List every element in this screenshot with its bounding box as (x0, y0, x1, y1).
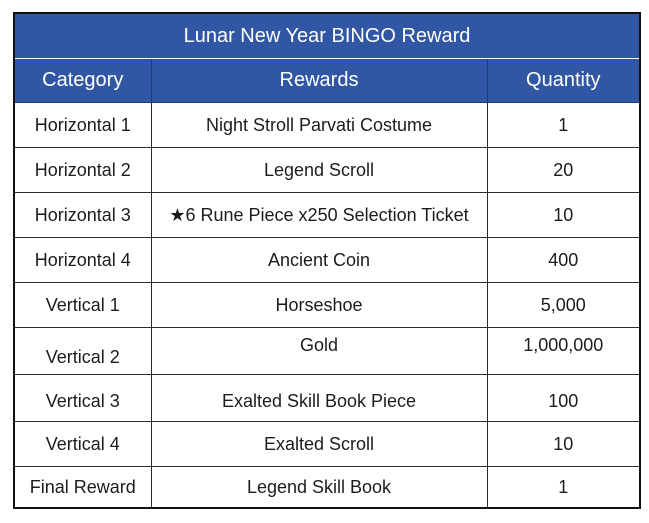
table-row (14, 328, 640, 375)
row-category (14, 328, 151, 375)
table-row (14, 238, 640, 283)
row-quantity: 400 (487, 238, 640, 283)
table-row (14, 467, 640, 509)
table-header-row (14, 59, 640, 103)
table-row (14, 422, 640, 467)
header-rewards: Rewards (151, 59, 487, 103)
row-category (14, 375, 151, 422)
row-category-text: Vertical 3 (45, 390, 120, 411)
row-quantity: 5,000 (487, 283, 640, 328)
table-row (14, 148, 640, 193)
row-reward: Legend Skill Book (151, 467, 487, 509)
row-reward (151, 328, 487, 375)
table-row (14, 283, 640, 328)
row-reward-text: Gold (299, 334, 339, 355)
row-category: Vertical 1 (14, 283, 151, 328)
row-reward: Legend Scroll (151, 148, 487, 193)
row-reward: Night Stroll Parvati Costume (151, 103, 487, 148)
row-reward: Horseshoe (151, 283, 487, 328)
table-title: Lunar New Year BINGO Reward (14, 13, 640, 59)
table-title-row (14, 13, 640, 59)
row-reward (151, 375, 487, 422)
row-quantity-text: 100 (548, 390, 579, 411)
row-quantity-text: 1,000,000 (523, 334, 604, 355)
row-category: Final Reward (14, 467, 151, 509)
row-quantity: 10 (487, 193, 640, 238)
row-category-text: Vertical 2 (45, 346, 120, 367)
table-row (14, 193, 640, 238)
row-quantity: 10 (487, 422, 640, 467)
row-quantity (487, 375, 640, 422)
row-reward: Ancient Coin (151, 238, 487, 283)
row-reward: Exalted Scroll (151, 422, 487, 467)
header-category: Category (14, 59, 151, 103)
bingo-reward-table (13, 12, 641, 509)
row-category: Horizontal 4 (14, 238, 151, 283)
row-reward-text: Exalted Skill Book Piece (221, 390, 417, 411)
row-category: Vertical 4 (14, 422, 151, 467)
header-quantity: Quantity (487, 59, 640, 103)
row-category: Horizontal 3 (14, 193, 151, 238)
table-row (14, 103, 640, 148)
row-quantity (487, 328, 640, 375)
row-reward: ★6 Rune Piece x250 Selection Ticket (151, 193, 487, 238)
row-category: Horizontal 1 (14, 103, 151, 148)
row-quantity: 1 (487, 103, 640, 148)
table-row (14, 375, 640, 422)
row-category: Horizontal 2 (14, 148, 151, 193)
row-quantity: 20 (487, 148, 640, 193)
row-quantity: 1 (487, 467, 640, 509)
